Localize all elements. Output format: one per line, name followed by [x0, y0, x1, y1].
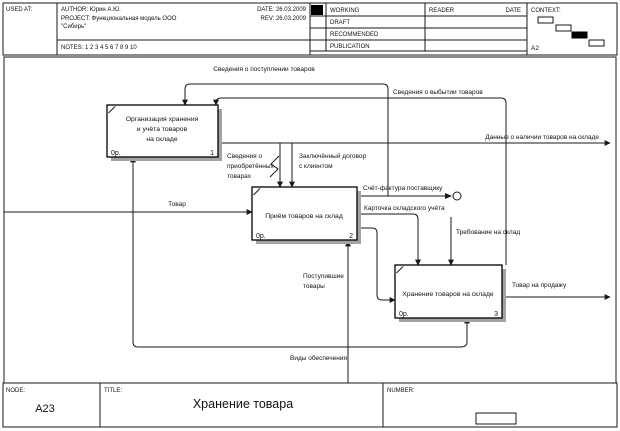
status-row-draft[interactable]: DRAFT	[330, 20, 350, 26]
number-stamp-box	[476, 413, 516, 424]
label-postupivshie-line1: Поступившие	[303, 273, 344, 280]
label-trebovanie: Требование на склад	[456, 229, 521, 236]
number-label: NUMBER:	[387, 388, 415, 394]
status-row-recommended[interactable]: RECOMMENDED	[330, 32, 379, 38]
label-nalichie: Данные о наличии товаров на складе	[485, 134, 599, 141]
rev-line: REV: 26.03.2009	[260, 16, 306, 22]
label-priobret-line3: товарах	[227, 173, 251, 180]
label-prodazha: Товар на продажу	[512, 282, 567, 289]
node-label: NODE:	[6, 388, 26, 394]
label-tovar: Товар	[168, 201, 186, 208]
title-label: TITLE:	[104, 388, 123, 394]
diagram-area	[4, 57, 616, 383]
box2-label-line1: Приём товаров на склад	[265, 213, 343, 220]
label-kartochka: Карточка складского учёта	[364, 205, 445, 212]
label-postuplenie: Сведения о поступлении товаров	[213, 66, 315, 73]
status-row-publication[interactable]: PUBLICATION	[330, 44, 370, 50]
box3-number: 3	[494, 311, 498, 318]
notes-line: NOTES: 1 2 3 4 5 6 7 8 9 10	[61, 45, 137, 51]
box1-number: 1	[210, 150, 214, 157]
footer-border	[3, 383, 617, 427]
box3-label-line1: Хранение товаров на складе	[402, 291, 494, 298]
arrow-mech-right	[460, 318, 467, 347]
diagram-title: Хранение товара	[192, 397, 294, 411]
status-working-marker[interactable]	[311, 5, 323, 15]
box3-cost: 0р.	[399, 311, 409, 318]
box2-cost: 0р.	[256, 233, 266, 240]
schet-arrowhead	[445, 193, 452, 199]
label-priobret-line1: Сведения о	[227, 153, 263, 160]
header-kit-block	[3, 3, 617, 55]
label-vidy: Виды обеспечения	[290, 355, 348, 362]
box2-number: 2	[349, 233, 353, 240]
arrow-postupivshie	[357, 228, 395, 300]
context-current-node-marker	[572, 32, 587, 38]
footer-title-block	[3, 383, 617, 427]
activity-box-2[interactable]	[252, 187, 361, 244]
context-node-id: A2	[531, 45, 539, 52]
label-schet: Счёт-фактура поставщику	[363, 185, 443, 192]
used-at-label: USED AT:	[6, 7, 33, 13]
schet-loop-glyph	[453, 192, 461, 200]
status-row-working[interactable]: WORKING	[330, 8, 360, 14]
label-dogovor-line1: Заключённый договор	[299, 153, 367, 160]
activity-box-3[interactable]	[395, 265, 506, 322]
reader-label: READER	[429, 8, 455, 14]
context-thumbnail[interactable]	[538, 17, 604, 46]
activity-box-1[interactable]	[107, 105, 222, 161]
label-vybytie: Сведения о выбытии товаров	[393, 89, 483, 96]
label-postupivshie-line2: товары	[303, 283, 325, 290]
reader-date-label: DATE	[505, 8, 521, 14]
box1-label-line3: на складе	[146, 136, 178, 143]
node-id: A23	[35, 403, 55, 415]
date-line: DATE: 26.03.2009	[257, 7, 306, 13]
author-line: AUTHOR: Юрин А.Ю.	[61, 7, 121, 13]
arrow-kartochka	[357, 214, 418, 265]
box1-label-line1: Организация хранения	[125, 116, 199, 123]
label-dogovor-line2: с клиентом	[299, 163, 333, 170]
box1-cost: 0р.	[111, 150, 121, 157]
context-label: CONTEXT:	[531, 8, 561, 14]
label-priobret-line2: приобретённых	[227, 163, 274, 170]
project-line2: "Сибирь"	[61, 24, 87, 30]
project-line: PROJECT: Функциональная модель ООО	[61, 16, 177, 22]
box1-label-line2: и учёта товаров	[136, 126, 188, 133]
